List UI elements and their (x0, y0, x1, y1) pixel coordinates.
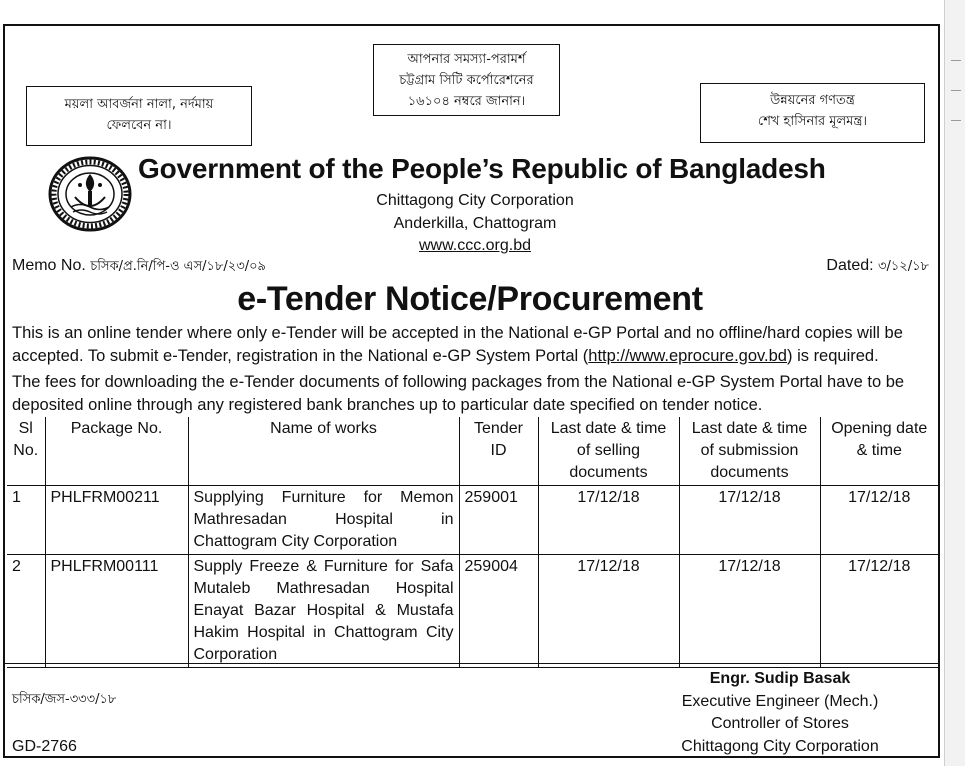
notice-title: e-Tender Notice/Procurement (237, 280, 703, 318)
intro-paragraph-1 (12, 322, 934, 367)
date-line (826, 257, 929, 278)
memo-label: Memo No. (12, 257, 86, 274)
col-header-submission-line-3: documents (710, 464, 789, 481)
col-header-sl-line-1: Sl (18, 420, 33, 437)
signatory-role: Controller of Stores (711, 715, 849, 732)
table-header-row (7, 417, 938, 486)
slogan-box-right (700, 83, 925, 143)
intro-p2-line-2: deposited online through any registered bank branches up to particular date specified on tender notice. (12, 395, 763, 414)
col-header-tender-id-line-2: ID (490, 442, 507, 459)
dated-value: ৩/১২/১৮ (878, 259, 929, 274)
col-header-selling-line-1: Last date & time (550, 420, 667, 437)
cell-selling-date: 17/12/18 (538, 486, 679, 555)
col-header-sl-line-2: No. (13, 442, 39, 459)
cell-opening-date: 17/12/18 (820, 555, 938, 668)
slogan-left-line-1: ময়লা আবর্জনা নালা, নর্দমায় (64, 97, 214, 112)
col-header-selling (538, 417, 679, 486)
edge-tick (951, 60, 961, 61)
table-row (7, 486, 938, 555)
signature-block (650, 668, 910, 758)
cell-works: Supply Freeze & Furniture for Safa Mutaleb Mathresadan Hospital Enayat Bazar Hospital & Mustafa Hakim Hospital in Chattogram City Corporation (188, 555, 459, 668)
slogan-left-line-2: ফেলবেন না। (106, 118, 172, 133)
col-header-tender-id-line-1: Tender (474, 420, 523, 437)
cell-package: PHLFRM00111 (45, 555, 188, 668)
col-header-opening (820, 417, 938, 486)
signatory-org: Chittagong City Corporation (681, 737, 879, 755)
col-header-selling-line-2: of selling (576, 442, 641, 459)
slogan-box-center (373, 44, 560, 116)
organization-address: Anderkilla, Chattogram (393, 215, 557, 232)
table-row (7, 555, 938, 668)
col-header-tender-id (459, 417, 538, 486)
cell-selling-date: 17/12/18 (538, 555, 679, 668)
slogan-box-left (26, 86, 252, 146)
scan-edge-strip (944, 0, 965, 766)
col-header-selling-line-3: documents (569, 464, 648, 481)
col-header-submission (679, 417, 820, 486)
slogan-center-line-1: আপনার সমস্যা-পরামর্শ (407, 52, 526, 67)
cell-opening-date: 17/12/18 (820, 486, 938, 555)
signatory-name: Engr. Sudip Basak (709, 670, 851, 687)
col-header-sl (7, 417, 45, 486)
col-header-submission-line-1: Last date & time (691, 420, 808, 437)
tender-table (7, 417, 938, 668)
cell-tender-id: 259004 (459, 555, 538, 668)
col-header-opening-line-1: Opening date (831, 420, 928, 437)
website-link[interactable]: www.ccc.org.bd (418, 237, 532, 254)
eprocure-link[interactable]: http://www.eprocure.gov.bd (588, 346, 787, 365)
dated-label: Dated: (826, 257, 874, 274)
cell-submission-date: 17/12/18 (679, 555, 820, 668)
col-header-package (45, 417, 188, 486)
col-header-package-line-1: Package No. (70, 420, 163, 437)
slogan-right-line-2: শেখ হাসিনার মূলমন্ত্র। (757, 114, 868, 129)
footer-divider (5, 663, 938, 664)
cell-package: PHLFRM00211 (45, 486, 188, 555)
chittagong-city-corporation-seal-icon (47, 155, 134, 233)
col-header-opening-line-2: & time (856, 442, 902, 459)
signatory-designation: Executive Engineer (Mech.) (681, 692, 879, 710)
intro-paragraph-2 (12, 371, 934, 416)
memo-value: চসিক/প্র.নি/পি-ও এস/১৮/২৩/০৯ (90, 259, 266, 274)
slogan-right-line-1: উন্নয়নের গণতন্ত্র (770, 93, 855, 108)
organization-name: Chittagong City Corporation (376, 192, 574, 209)
cell-sl: 2 (7, 555, 45, 668)
intro-p1-line-2-text: accepted. To submit e-Tender, registration in the National e-GP System Portal ( (12, 346, 589, 365)
gd-number: GD-2766 (12, 738, 77, 755)
cell-works: Supplying Furniture for Memon Mathresadan Hospital in Chattogram City Corporation (188, 486, 459, 555)
cell-sl: 1 (7, 486, 45, 555)
col-header-works-line-1: Name of works (270, 420, 377, 437)
edge-tick (951, 90, 961, 91)
slogan-center-line-2: চট্টগ্রাম সিটি কর্পোরেশনের (399, 73, 534, 88)
intro-p1-line-2 (12, 345, 934, 368)
cell-tender-id: 259001 (459, 486, 538, 555)
col-header-works (188, 417, 459, 486)
cell-submission-date: 17/12/18 (679, 486, 820, 555)
slogan-center-line-3: ১৬১০৪ নম্বরে জানান। (407, 94, 526, 109)
government-title: Government of the People’s Republic of Bangladesh (138, 153, 826, 184)
intro-p1-line-1: This is an online tender where only e-Tender will be accepted in the National e-GP Portal and no offline/hard copies will be (12, 324, 903, 342)
intro-p2-line-1: The fees for downloading the e-Tender documents of following packages from the National e-GP System Portal have to be (12, 373, 905, 391)
reference-number: চসিক/জস-৩৩৩/১৮ (12, 692, 117, 707)
col-header-submission-line-2: of submission (700, 442, 799, 459)
edge-tick (951, 120, 961, 121)
memo-number (12, 257, 266, 278)
intro-p1-line-2-tail: ) is required. (786, 346, 879, 365)
